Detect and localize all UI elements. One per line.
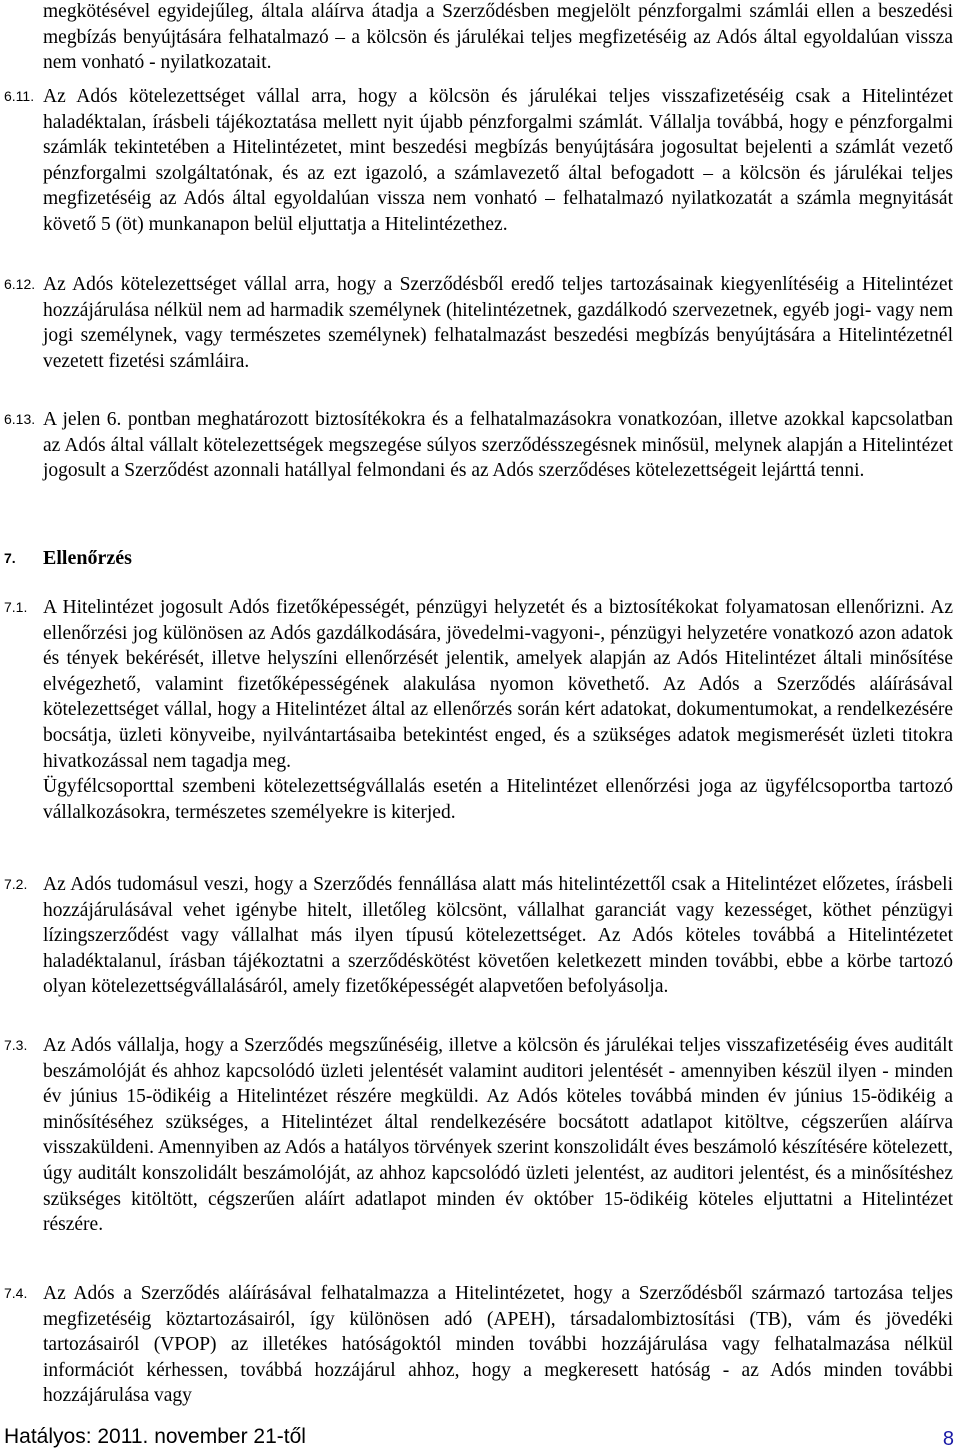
section-heading-7 <box>0 545 953 571</box>
section-7-3 <box>0 1033 953 1238</box>
section-number: 7.2. <box>4 876 28 892</box>
footer-effective-date: Hatályos: 2011. november 21-től <box>4 1425 306 1448</box>
section-text: Az Adós a Szerződés aláírásával felhatalmazza a Hitelintézetet, hogy a Szerződésből származó tartozása teljes megfizetéséig köztartozásairól, így különösen adó (APEH), társadalombiztosítási (TB), vám és jövedéki tartozásairól (VPOP) az illetékes hatóságoktól minden további hozzájárulása vagy felhatalmazása nélkül információt kérhessen, továbbá hozzájárul ahhoz, hogy a megkeresett hatóság - az Adós minden további hozzájárulása vagy <box>43 1283 953 1407</box>
section-7-2 <box>0 872 953 1000</box>
section-number: 7.3. <box>4 1037 28 1053</box>
section-6-11 <box>0 84 953 238</box>
section-text: Az Adós kötelezettséget vállal arra, hogy a Szerződésből eredő teljes tartozásainak kiegyenlítéséig a Hitelintézet hozzájárulása nélkül nem ad harmadik személynek (hitelintézetnek, gazdálkodó szervezetnek, egyéb jogi- vagy nem jogi személynek, vagy természetes személynek) felhatalmazást beszedési megbízás benyújtására a Hitelintézetnél vezetett fizetési számláira. <box>43 274 953 372</box>
section-number: 6.12. <box>4 276 36 292</box>
section-7-1 <box>0 595 953 825</box>
section-text: Az Adós vállalja, hogy a Szerződés megszűnéséig, illetve a kölcsön és járulékai teljes visszafizetéséig éves auditált beszámolóját és ahhoz kapcsolódó üzleti jelentését valamint auditori jelentését - amennyiben készül ilyen - minden év június 15-ödikéig a Hitelintézet részére megküldi. Az Adós köteles továbbá minden év június 15-ödikéig a minősítéséhez szükséges, a Hitelintézet által rendelkezésére bocsátott adatlapot kitöltve, cégszerűen aláírva visszaküldeni. Amennyiben az Adós a hatályos törvények szerint konszolidált éves beszámoló készítésére kötelezett, úgy auditált konszolidált beszámolóját, az ahhoz kapcsolódó üzleti jelentést, az auditori jelentést, és a minősítéshez szükséges kitöltött, cégszerűen aláírt adatlapot minden év október 15-ödikéig köteles eljuttatni a Hitelintézet részére. <box>43 1035 953 1236</box>
heading-number: 7. <box>4 550 16 566</box>
section-number: 6.13. <box>4 411 36 427</box>
section-text-extra: Ügyfélcsoporttal szembeni kötelezettségvállalás esetén a Hitelintézet ellenőrzési joga az ügyfélcsoportba tartozó vállalkozásokra, természetes személyekre is kiterjed. <box>43 776 953 823</box>
section-number: 7.1. <box>4 599 28 615</box>
section-number: 6.11. <box>4 88 35 104</box>
heading-title: Ellenőrzés <box>43 547 132 569</box>
section-text: A Hitelintézet jogosult Adós fizetőképességét, pénzügyi helyzetét és a biztosítékokat folyamatosan ellenőrizni. Az ellenőrzési jog különösen az Adós gazdálkodására, jövedelmi-vagyoni-, pénzügyi helyzetére vonatkozó azon adatok és tények bekérését, illetve helyszíni ellenőrzését jelentik, amelyek alapján az Adós Hitelintézet általi minősítése elvégezhető, valamint fizetőképességének alakulása nyomon követhető. Az Adós a Szerződés aláírásával kötelezettséget vállal, hogy a Hitelintézet által az ellenőrzés során kért adatokat, dokumentumokat, a rendelkezésére bocsátja, üzleti könyveibe, nyilvántartásaiba betekintést enged, és a szükséges adatok megismerését üzleti titokra hivatkozással nem tagadja meg. <box>43 597 953 772</box>
section-text: Az Adós kötelezettséget vállal arra, hogy a kölcsön és járulékai teljes visszafizetéséig csak a Hitelintézet haladéktalan, írásbeli tájékoztatása mellett nyit újabb pénzforgalmi számlát. Vállalja továbbá, hogy e pénzforgalmi számlák tekintetében a Hitelintézetet, mint beszedési megbízás benyújtására jogosultat bejelenti a számlát vezető pénzforgalmi szolgáltatónak, és az ezt igazoló, a számlavezető által befogadott – a kölcsön és járulékai teljes megfizetéséig az Adós által egyoldalúan vissza nem vonható – felhatalmazó nyilatkozatát a számla megnyitását követő 5 (öt) munkanapon belül eljuttatja a Hitelintézethez. <box>43 86 953 235</box>
section-number: 7.4. <box>4 1285 28 1301</box>
section-6-12 <box>0 272 953 374</box>
section-7-4 <box>0 1281 953 1409</box>
section-text: A jelen 6. pontban meghatározott biztosítékokra és a felhatalmazásokra vonatkozóan, illetve azokkal kapcsolatban az Adós által vállalt kötelezettségek megszegése súlyos szerződésszegésnek minősül, melynek alapján a Hitelintézet jogosult a Szerződést azonnali hatállyal felmondani és az Adós szerződéses kötelezettségeit lejárttá tenni. <box>43 409 953 482</box>
section-6-13 <box>0 407 953 484</box>
footer-page-number: 8 <box>942 1428 954 1450</box>
section-text: Az Adós tudomásul veszi, hogy a Szerződés fennállása alatt más hitelintézettől csak a Hitelintézet előzetes, írásbeli hozzájárulásával vehet igénybe hitelt, illetőleg kölcsönt, vállalhat garanciát vagy kezességet, köthet pénzügyi lízingszerződést vagy vállalhat más ilyen típusú kötelezettséget. Az Adós köteles továbbá a Hitelintézetet haladéktalanul, írásban tájékoztatni a szerződéskötést követően keletkezett minden további, ebbe a körbe tartozó olyan kötelezettségvállalásáról, amely fizetőképességét alapvetően befolyásolja. <box>43 874 953 998</box>
paragraph-intro-continuation: megkötésével egyidejűleg, általa aláírva átadja a Szerződésben megjelölt pénzforgalmi számlái ellen a beszedési megbízás benyújtására felhatalmazó – a kölcsön és járulékai teljes megfizetéséig az Adós által egyoldalúan vissza nem vonható - nyilatkozatait. <box>43 1 953 74</box>
